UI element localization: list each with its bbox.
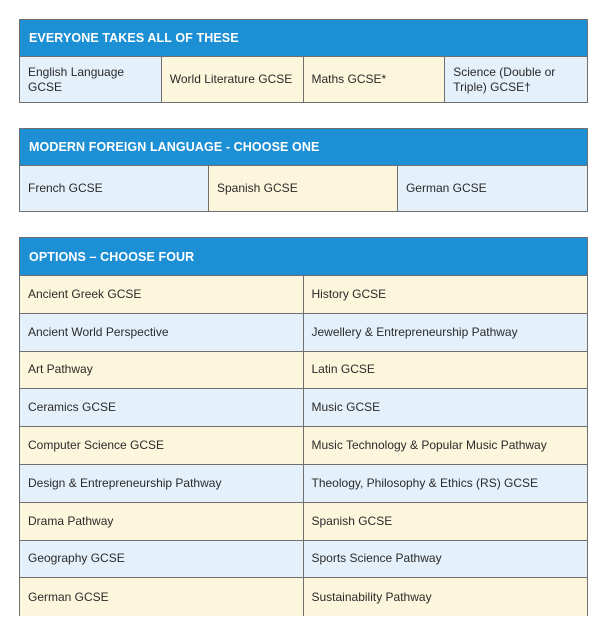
option-cell: Music GCSE [304, 389, 588, 426]
option-cell: Theology, Philosophy & Ethics (RS) GCSE [304, 465, 588, 502]
mfl-header: MODERN FOREIGN LANGUAGE - CHOOSE ONE [20, 129, 587, 166]
table-row [20, 314, 587, 352]
option-cell: Ancient Greek GCSE [20, 276, 304, 313]
option-cell: History GCSE [304, 276, 588, 313]
options-table [19, 237, 588, 616]
subject-cell: Maths GCSE* [304, 57, 446, 102]
option-cell: German GCSE [20, 578, 304, 616]
table-row [20, 352, 587, 390]
table-row [20, 578, 587, 616]
mfl-table [19, 128, 588, 212]
table-row [20, 389, 587, 427]
table-row [20, 503, 587, 541]
option-cell: Spanish GCSE [304, 503, 588, 540]
core-subjects-row [20, 57, 587, 102]
option-cell: Jewellery & Entrepreneurship Pathway [304, 314, 588, 351]
table-row [20, 427, 587, 465]
option-cell: Latin GCSE [304, 352, 588, 389]
mfl-row [20, 166, 587, 211]
option-cell: Art Pathway [20, 352, 304, 389]
option-cell: Sustainability Pathway [304, 578, 588, 616]
option-cell: Ancient World Perspective [20, 314, 304, 351]
core-subjects-table [19, 19, 588, 103]
option-cell: Music Technology & Popular Music Pathway [304, 427, 588, 464]
subject-cell: Spanish GCSE [209, 166, 398, 211]
subject-cell: World Literature GCSE [162, 57, 304, 102]
table-row [20, 465, 587, 503]
subject-cell: Science (Double or Triple) GCSE† [445, 57, 587, 102]
subject-cell: German GCSE [398, 166, 587, 211]
option-cell: Ceramics GCSE [20, 389, 304, 426]
table-row [20, 276, 587, 314]
subject-cell: English Language GCSE [20, 57, 162, 102]
options-header: OPTIONS – CHOOSE FOUR [20, 238, 587, 276]
option-cell: Geography GCSE [20, 541, 304, 578]
option-cell: Computer Science GCSE [20, 427, 304, 464]
option-cell: Drama Pathway [20, 503, 304, 540]
subject-cell: French GCSE [20, 166, 209, 211]
option-cell: Sports Science Pathway [304, 541, 588, 578]
table-row [20, 541, 587, 579]
core-subjects-header: EVERYONE TAKES ALL OF THESE [20, 20, 587, 57]
option-cell: Design & Entrepreneurship Pathway [20, 465, 304, 502]
